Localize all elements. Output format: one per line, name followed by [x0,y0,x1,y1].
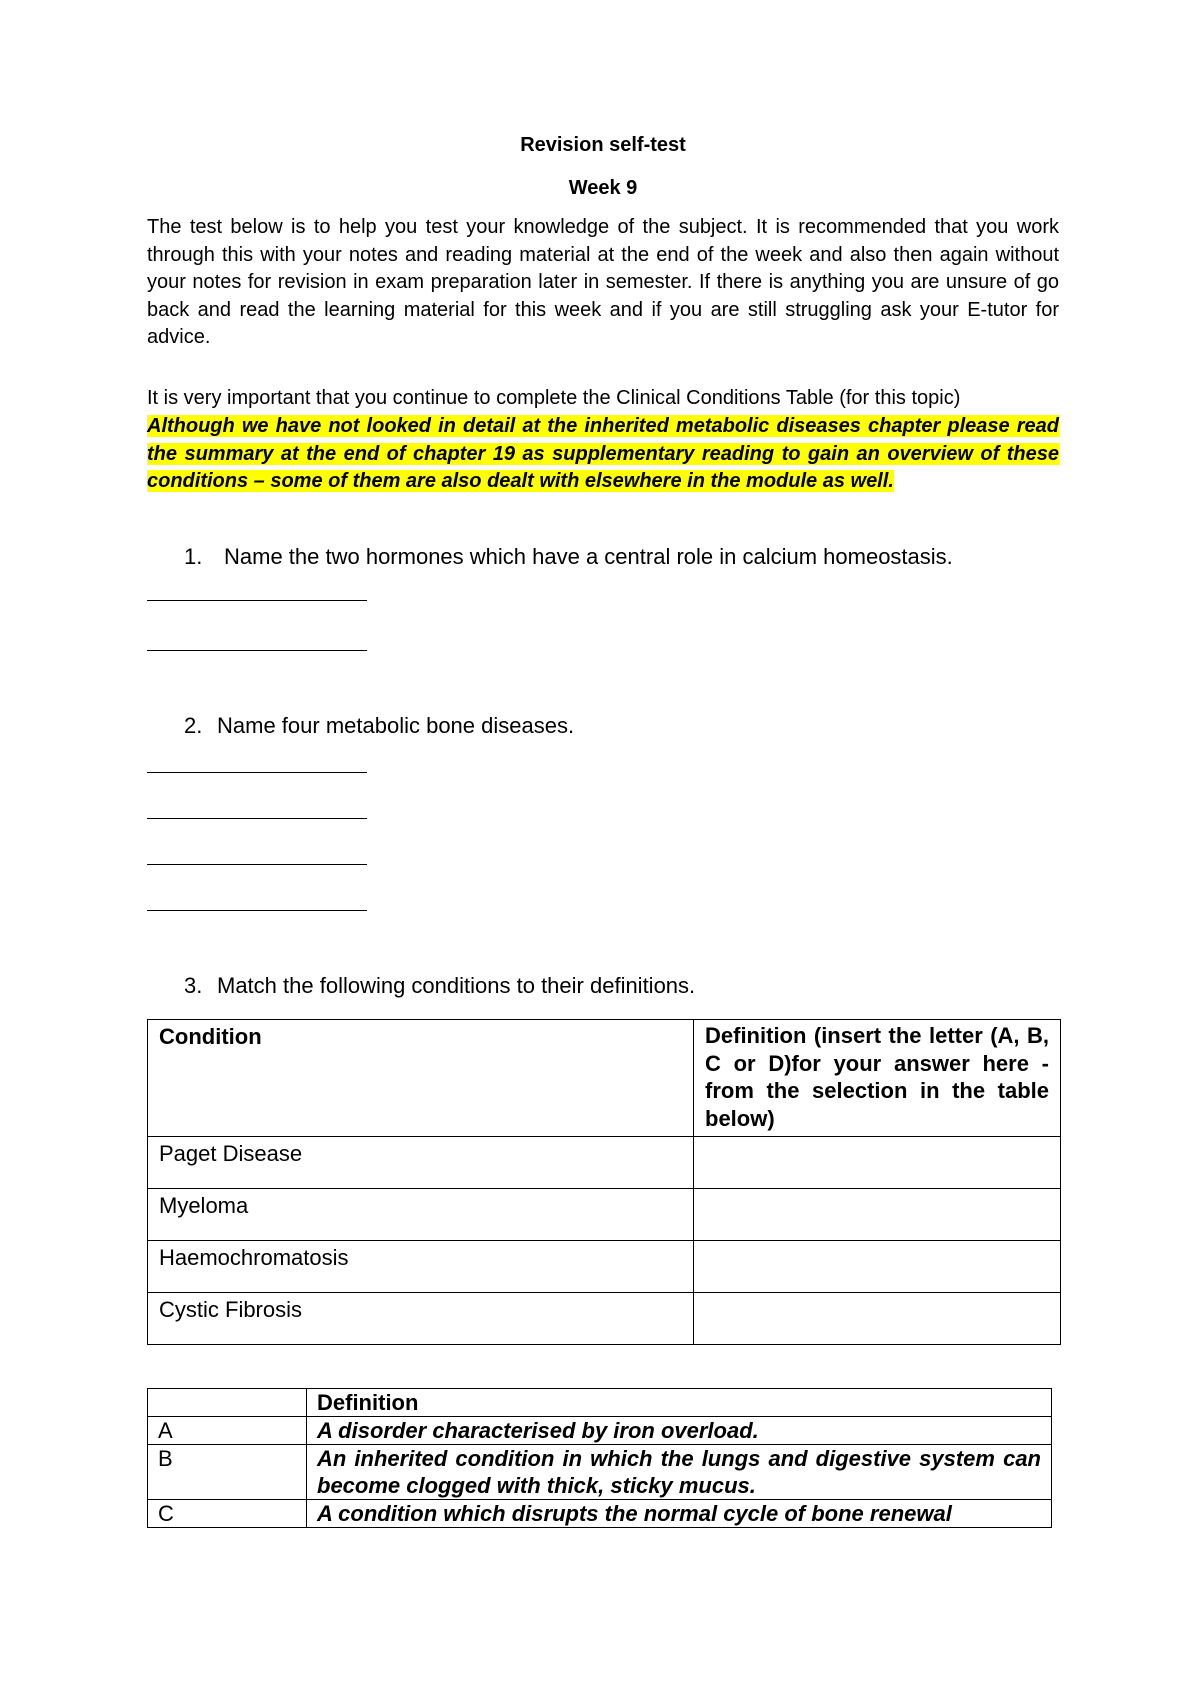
table-header-row [148,1389,1052,1417]
answer-cell[interactable] [694,1137,1061,1189]
table-row [148,1137,1061,1189]
question-1-number: 1. [184,544,203,569]
letter-column-header [148,1389,307,1417]
answer-line[interactable] [147,864,367,865]
table-row [148,1293,1061,1345]
answer-line[interactable] [147,650,367,651]
question-2 [184,713,574,739]
answer-line[interactable] [147,772,367,773]
definition-column-header: Definition [307,1389,1052,1417]
definition-options-table [147,1388,1052,1528]
option-definition: A disorder characterised by iron overload. [307,1417,1052,1445]
question-1-text: Name the two hormones which have a central role in calcium homeostasis. [224,544,953,569]
question-1 [184,544,953,570]
answer-line[interactable] [147,818,367,819]
table-row [148,1445,1052,1500]
answer-cell[interactable] [694,1241,1061,1293]
clinical-table-note: It is very important that you continue to complete the Clinical Conditions Table (for this topic) [147,387,961,409]
question-3 [184,973,695,999]
question-3-text: Match the following conditions to their definitions. [217,973,696,998]
condition-column-header: Condition [148,1020,694,1137]
option-letter: C [148,1500,307,1528]
option-letter: B [148,1445,307,1500]
question-3-number: 3. [184,973,203,998]
option-definition: A condition which disrupts the normal cycle of bone renewal [307,1500,1052,1528]
answer-line[interactable] [147,600,367,601]
answer-cell[interactable] [694,1293,1061,1345]
condition-cell: Myeloma [148,1189,694,1241]
answer-line[interactable] [147,910,367,911]
table-header-row [148,1020,1061,1137]
question-2-number: 2. [184,713,203,738]
document-subtitle: Week 9 [568,177,638,199]
definition-column-header: Definition (insert the letter (A, B, C or D)for your answer here - from the selection in the table below) [694,1020,1061,1137]
table-row [148,1417,1052,1445]
condition-cell: Paget Disease [148,1137,694,1189]
question-2-text: Name four metabolic bone diseases. [217,713,575,738]
highlighted-notice [147,413,1059,496]
intro-paragraph: The test below is to help you test your knowledge of the subject. It is recommended that you work through this with your notes and reading material at the end of the week and also then again without your notes for revision in exam preparation later in semester. If there is anything you are unsure of go back and read the learning material for this week and if you are still struggling ask your E-tutor for advice. [147,216,1059,348]
option-letter: A [148,1417,307,1445]
table-row [148,1189,1061,1241]
document-title: Revision self-test [520,134,686,156]
condition-cell: Haemochromatosis [148,1241,694,1293]
condition-matching-table [147,1019,1061,1345]
answer-cell[interactable] [694,1189,1061,1241]
table-row [148,1241,1061,1293]
condition-cell: Cystic Fibrosis [148,1293,694,1345]
option-definition: An inherited condition in which the lungs and digestive system can become clogged with thick, sticky mucus. [307,1445,1052,1500]
highlighted-notice-text: Although we have not looked in detail at the inherited metabolic diseases chapter please read the summary at the end of chapter 19 as supplementary reading to gain an overview of these conditions – some of them are also dealt with elsewhere in the module as well. [147,415,1059,492]
table-row [148,1500,1052,1528]
